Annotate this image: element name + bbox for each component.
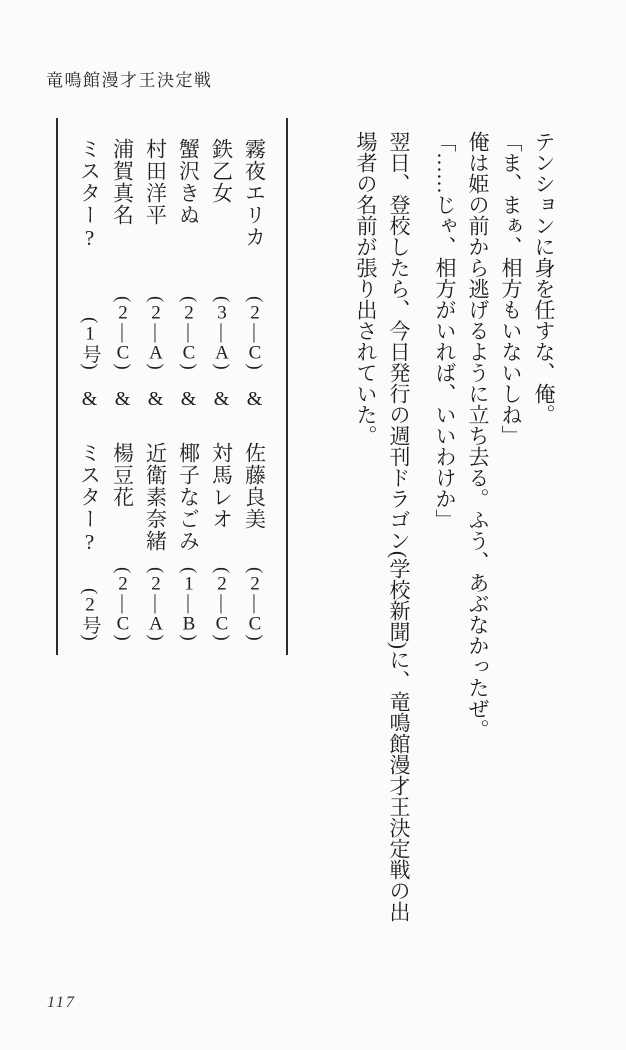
contestant-name: 村田洋平: [143, 138, 168, 226]
class-label: (2―A): [145, 567, 167, 641]
roster-pair: [210, 118, 234, 655]
contestant-name: 椰子なごみ: [176, 442, 201, 552]
class-label: (2―C): [244, 567, 266, 641]
ampersand-separator: &: [147, 387, 164, 410]
class-label: (2―C): [178, 296, 200, 370]
body-line: 「……じゃ、相方がいれば、いいわけか」: [433, 131, 457, 530]
body-line: テンションに身を任すな、俺。: [532, 131, 556, 425]
body-text: [349, 131, 560, 1019]
body-line: 場者の名前が張り出されていた。: [354, 131, 378, 446]
class-label: (2―C): [112, 296, 134, 370]
contestant-name: 霧夜エリカ: [242, 138, 267, 248]
class-label: (2―C): [211, 567, 233, 641]
page-number: 117: [47, 994, 76, 1011]
body-line: 翌日、登校したら、今日発行の週刊ドラゴン(学校新聞)に、竜鳴館漫才王決定戦の出: [387, 131, 411, 922]
contestant-name: 蟹沢きぬ: [176, 138, 201, 226]
roster-list: [56, 118, 288, 655]
ampersand-separator: &: [213, 387, 230, 410]
contestant-name: ミスター?: [77, 138, 102, 251]
ampersand-separator: &: [114, 387, 131, 410]
ampersand-separator: &: [81, 387, 98, 410]
class-label: (2号): [79, 588, 101, 641]
class-label: (2―C): [244, 296, 266, 370]
body-line: 「ま、まぁ、相方もいないしね」: [499, 131, 523, 446]
contestant-name: 鉄乙女: [209, 138, 234, 204]
roster-pair: [111, 118, 135, 655]
class-label: (2―A): [145, 296, 167, 370]
roster-pair: [177, 118, 201, 655]
contestant-name: ミスター?: [77, 442, 102, 555]
roster-pair: [144, 118, 168, 655]
class-label: (3―A): [211, 296, 233, 370]
contestant-name: 浦賀真名: [110, 138, 135, 226]
roster-pair: [78, 118, 102, 655]
contestant-name: 佐藤良美: [242, 442, 267, 530]
contestant-name: 近衛素奈緒: [143, 442, 168, 552]
roster-pair: [243, 118, 267, 655]
ampersand-separator: &: [180, 387, 197, 410]
class-label: (1―B): [178, 567, 200, 641]
class-label: (1号): [79, 317, 101, 370]
contestant-name: 対馬レオ: [209, 442, 234, 530]
body-line: 俺は姫の前から逃げるように立ち去る。ふう、あぶなかったぜ。: [466, 131, 490, 740]
class-label: (2―C): [112, 567, 134, 641]
contestant-name: 楊豆花: [110, 442, 135, 508]
running-title: 竜鳴館漫才王決定戦: [46, 71, 213, 90]
ampersand-separator: &: [246, 387, 263, 410]
